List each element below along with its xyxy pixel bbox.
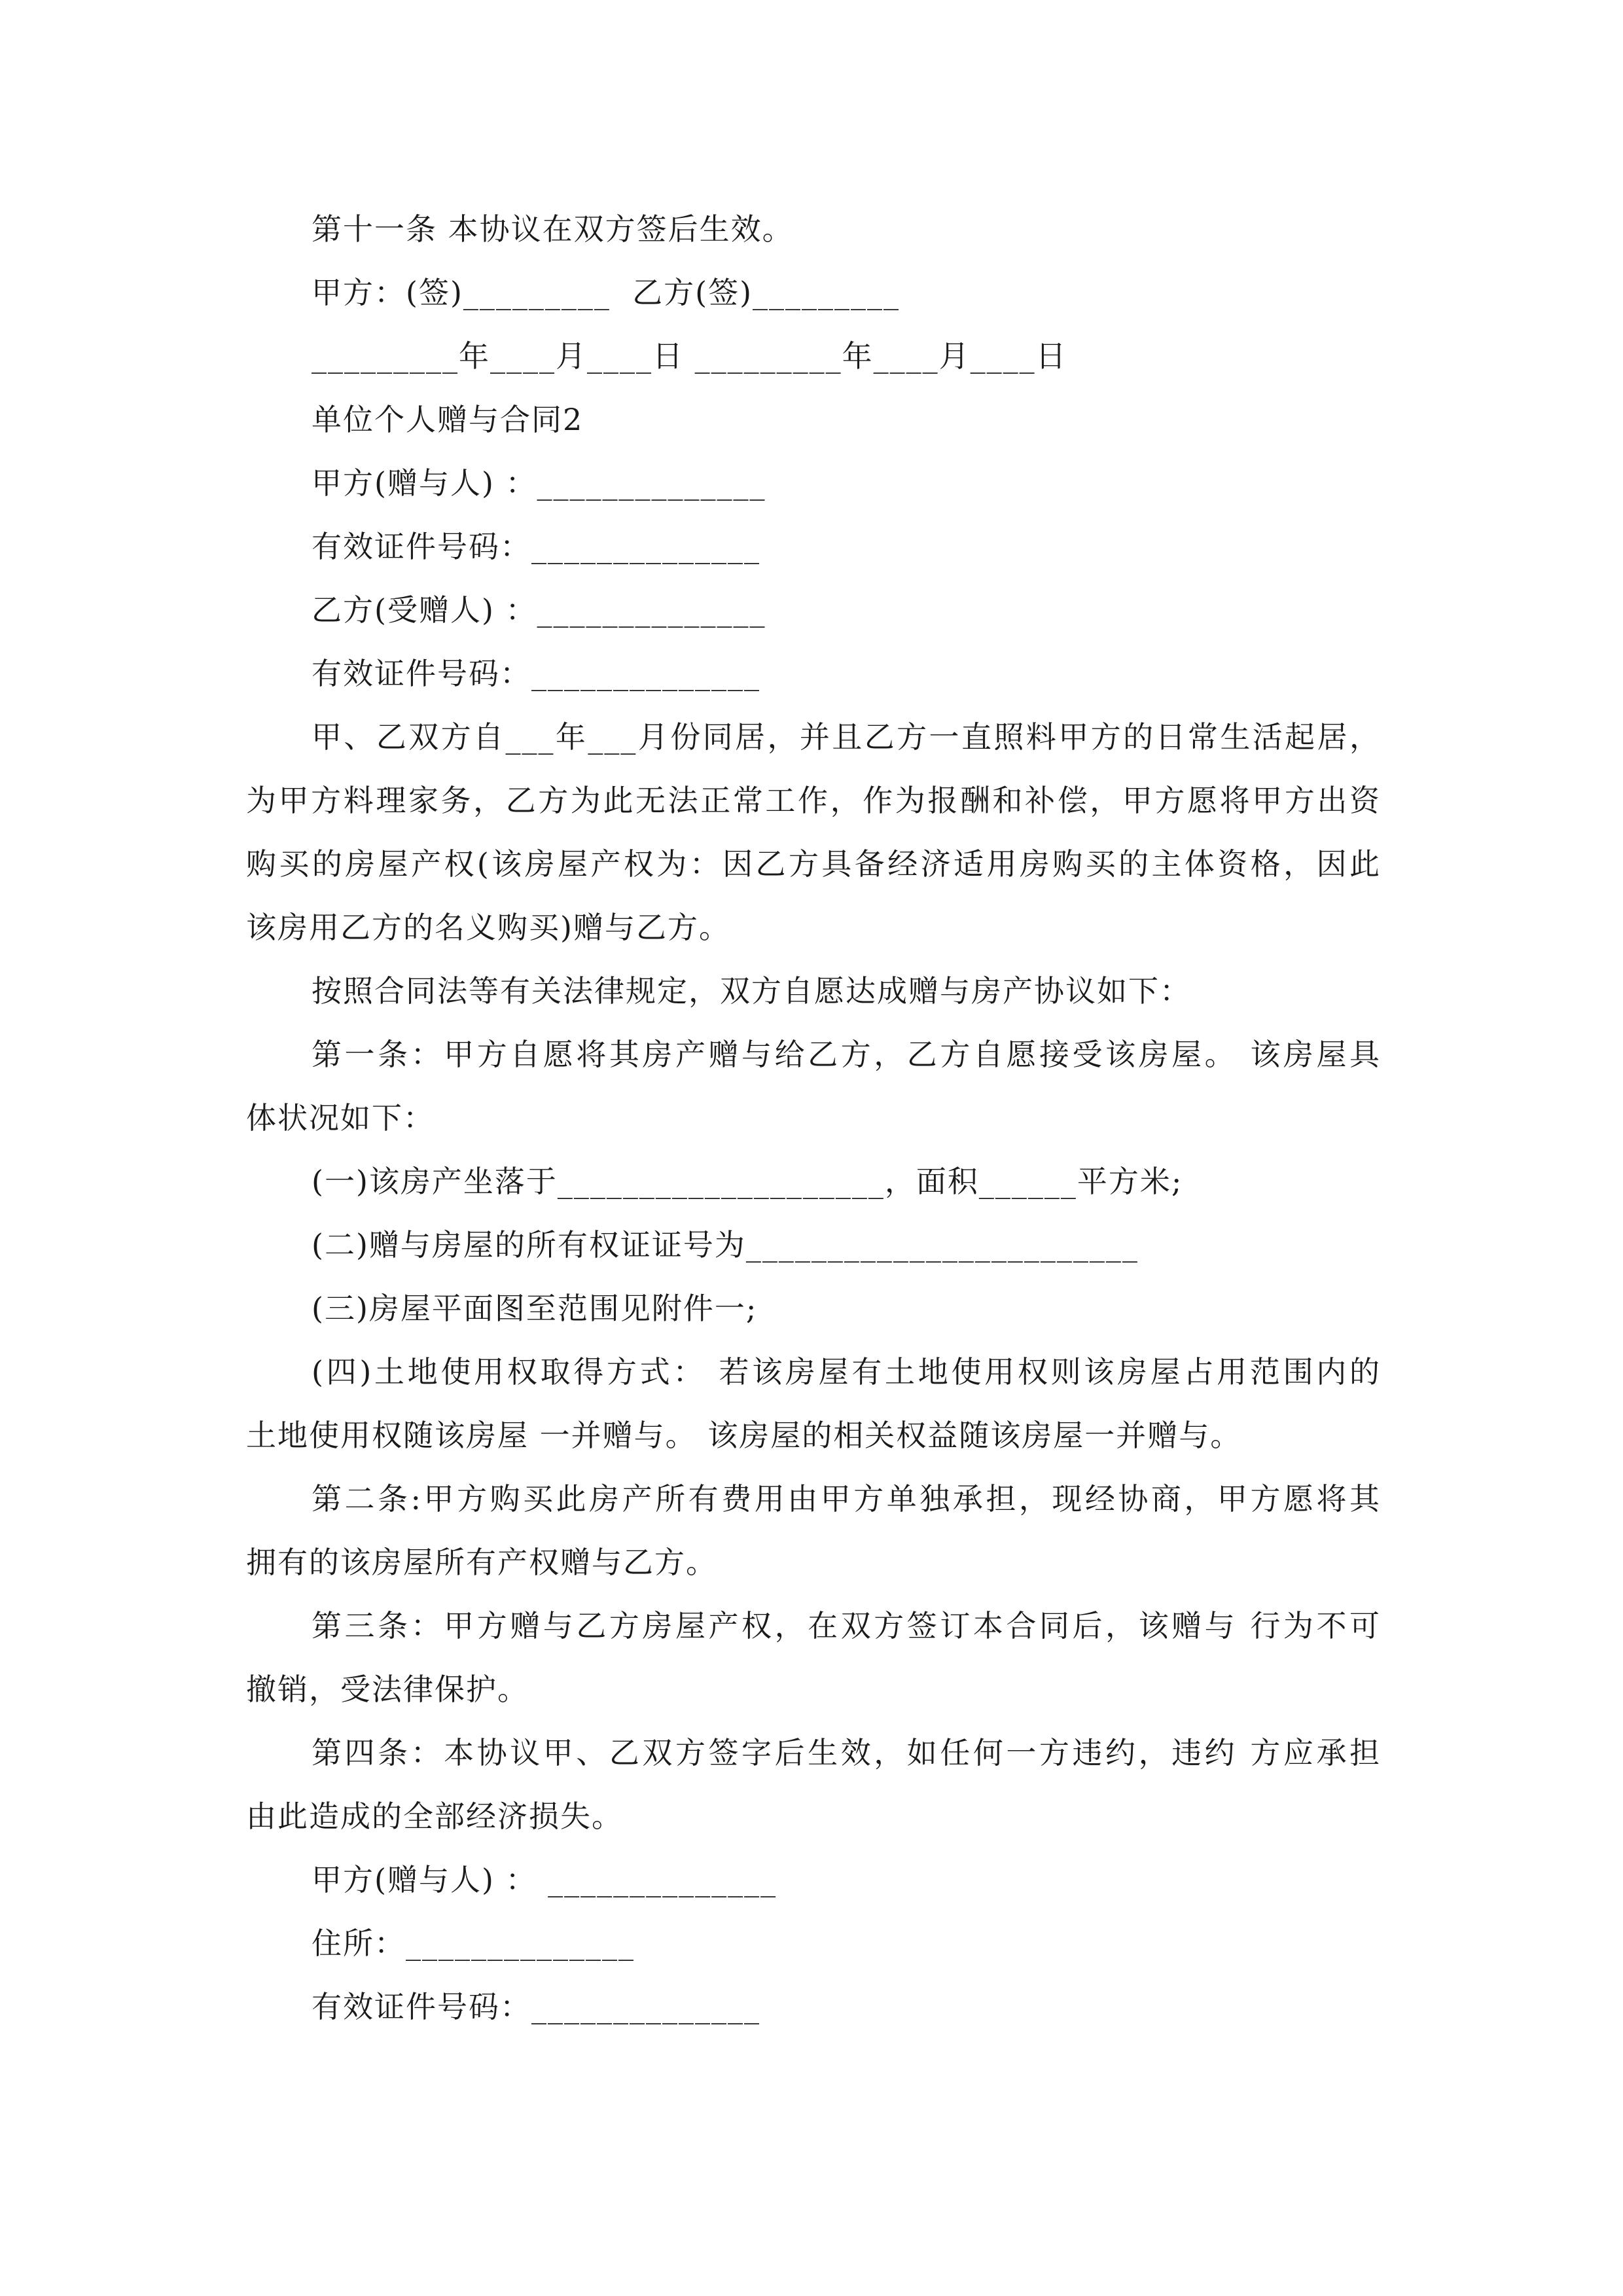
item-two: (二)赠与房屋的所有权证证号为________________________ — [312, 1227, 1139, 1263]
paragraph-line: 体状况如下： — [246, 1100, 435, 1136]
paragraph-line: 拥有的该房屋所有产权赠与乙方。 — [246, 1545, 717, 1580]
donor-signature-field: 甲方(赠与人) ： ______________ — [312, 1862, 777, 1897]
signature-line-parties: 甲方：(签)_________ 乙方(签)_________ — [312, 275, 901, 310]
paragraph-line: 撤销，受法律保护。 — [246, 1672, 529, 1707]
item-three: (三)房屋平面图至范围见附件一; — [312, 1291, 758, 1326]
donee-id-field: 有效证件号码：______________ — [312, 656, 760, 691]
article-four: 第四条：本协议甲、乙双方签字后生效，如任何一方违约，违约 方应承担 — [312, 1735, 1381, 1770]
donee-field: 乙方(受赠人) ：______________ — [312, 592, 766, 628]
item-four: (四)土地使用权取得方式： 若该房屋有土地使用权则该房屋占用范围内的 — [312, 1354, 1381, 1390]
signature-date-line: _________年____月____日 _________年____月____日 — [312, 338, 1067, 374]
paragraph-line: 土地使用权随该房屋 一并赠与。 该房屋的相关权益随该房屋一并赠与。 — [246, 1418, 1242, 1453]
donor-field: 甲方(赠与人) ：______________ — [312, 465, 766, 501]
address-field: 住所：______________ — [312, 1926, 635, 1961]
paragraph-line: 甲、乙双方自___年___月份同居，并且乙方一直照料甲方的日常生活起居， — [312, 719, 1381, 755]
donor-id-field: 有效证件号码：______________ — [312, 529, 760, 564]
article-three: 第三条：甲方赠与乙方房屋产权，在双方签订本合同后，该赠与 行为不可 — [312, 1608, 1381, 1643]
paragraph-line: 为甲方料理家务，乙方为此无法正常工作，作为报酬和补偿，甲方愿将甲方出资 — [246, 783, 1381, 818]
id-number-field: 有效证件号码：______________ — [312, 1989, 760, 2024]
clause-eleven: 第十一条 本协议在双方签后生效。 — [312, 211, 794, 247]
paragraph-line: 按照合同法等有关法律规定，双方自愿达成赠与房产协议如下： — [312, 973, 1191, 1009]
article-one: 第一条：甲方自愿将其房产赠与给乙方，乙方自愿接受该房屋。 该房屋具 — [312, 1037, 1381, 1072]
item-one: (一)该房产坐落于____________________，面积______平方米; — [312, 1164, 1183, 1199]
paragraph-line: 该房用乙方的名义购买)赠与乙方。 — [246, 910, 730, 945]
paragraph-line: 由此造成的全部经济损失。 — [246, 1799, 623, 1834]
paragraph-line: 购买的房屋产权(该房屋产权为：因乙方具备经济适用房购买的主体资格，因此 — [246, 846, 1381, 882]
article-two: 第二条:甲方购买此房产所有费用由甲方单独承担，现经协商，甲方愿将其 — [312, 1481, 1381, 1516]
contract-title: 单位个人赠与合同2 — [312, 402, 584, 437]
